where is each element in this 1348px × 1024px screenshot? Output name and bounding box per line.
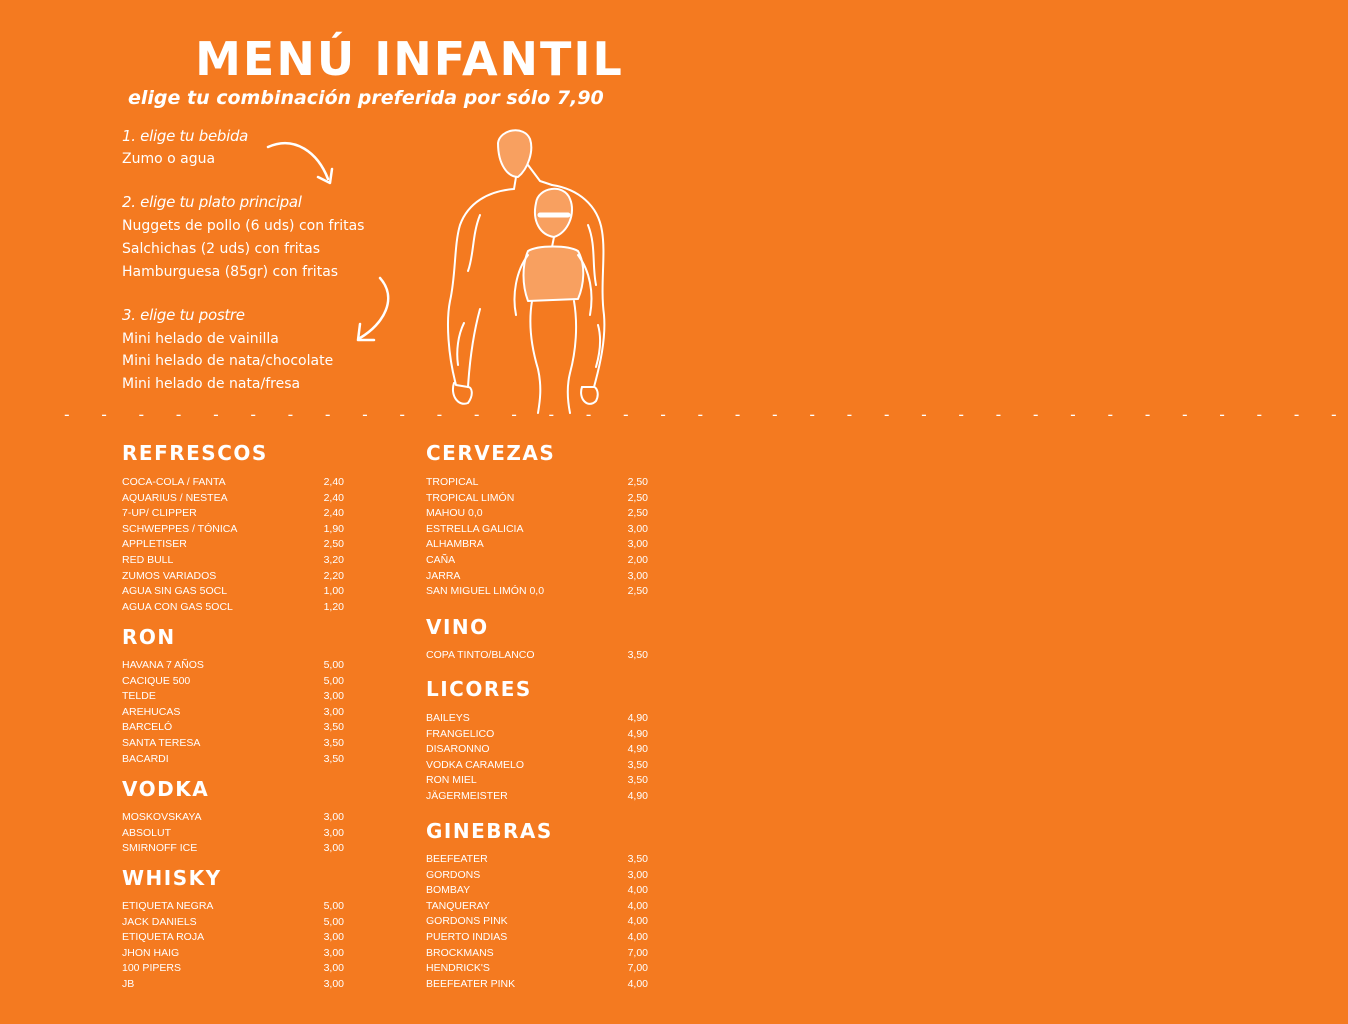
item-name: ETIQUETA ROJA <box>122 931 205 944</box>
item-price: 4,00 <box>627 977 648 990</box>
menu-row <box>426 727 648 743</box>
section-title-whisky: WHISKY <box>122 866 222 890</box>
menu-row <box>122 961 344 977</box>
section-title-vino: VINO <box>426 615 489 639</box>
menu-title: MENÚ INFANTIL <box>195 32 624 86</box>
menu-row <box>426 648 648 664</box>
item-name: TANQUERAY <box>426 899 490 912</box>
menu-row <box>122 569 344 585</box>
item-name: MOSKOVSKAYA <box>122 811 202 823</box>
step-dessert-label: 3. elige tu postre <box>122 306 245 324</box>
item-name: COCA-COLA / FANTA <box>122 476 226 488</box>
item-price: 3,50 <box>323 737 344 749</box>
item-price: 4,00 <box>627 915 648 928</box>
menu-row <box>122 537 344 553</box>
item-name: JB <box>122 978 135 990</box>
menu-row <box>122 658 344 674</box>
item-name: VODKA CARAMELO <box>426 758 525 771</box>
arrow-doodle-icon <box>350 272 410 352</box>
menu-row <box>122 930 344 946</box>
item-price: 5,00 <box>323 674 344 687</box>
item-price: 5,00 <box>323 900 344 912</box>
item-price: 2,50 <box>627 491 648 504</box>
menu-row <box>122 689 344 705</box>
item-price: 3,00 <box>323 842 344 855</box>
item-name: RON MIEL <box>426 774 477 787</box>
item-price: 3,00 <box>323 931 344 944</box>
menu-row <box>426 742 648 758</box>
item-price: 1,00 <box>323 585 344 598</box>
item-price: 2,40 <box>323 491 344 504</box>
item-price: 3,00 <box>323 962 344 975</box>
item-price: 2,50 <box>627 585 648 598</box>
item-name: ABSOLUT <box>122 826 172 839</box>
item-name: AQUARIUS / NESTEA <box>122 491 228 504</box>
item-price: 3,20 <box>323 554 344 566</box>
arrow-doodle-icon <box>260 135 340 195</box>
item-name: APPLETISER <box>122 538 187 551</box>
dessert-option: Mini helado de vainilla <box>122 331 279 347</box>
item-price: 3,50 <box>323 752 344 765</box>
item-price: 3,50 <box>323 721 344 734</box>
menu-row <box>426 899 648 915</box>
item-name: BOMBAY <box>426 884 471 897</box>
menu-row <box>426 758 648 774</box>
item-name: COPA TINTO/BLANCO <box>426 649 535 661</box>
superhero-illustration <box>428 125 628 415</box>
item-price: 4,00 <box>627 931 648 943</box>
item-name: GORDONS <box>426 868 481 881</box>
menu-row <box>122 475 344 491</box>
item-name: TELDE <box>122 690 156 703</box>
section-title-ron: RON <box>122 625 176 649</box>
item-price: 2,50 <box>627 476 648 488</box>
dessert-option: Mini helado de nata/fresa <box>122 376 301 392</box>
item-price: 3,50 <box>627 649 648 661</box>
item-name: SCHWEPPES / TÓNICA <box>122 522 238 535</box>
menu-row <box>426 868 648 884</box>
item-price: 4,90 <box>627 743 648 756</box>
menu-row <box>122 752 344 768</box>
menu-row <box>122 946 344 962</box>
menu-row <box>122 600 344 616</box>
item-price: 3,00 <box>323 690 344 703</box>
item-price: 3,00 <box>323 826 344 839</box>
menu-row <box>426 522 648 538</box>
item-name: MAHOU 0,0 <box>426 507 483 520</box>
item-price: 3,00 <box>323 946 344 959</box>
item-name: GORDONS PINK <box>426 915 508 928</box>
item-price: 7,00 <box>627 946 648 959</box>
menu-row <box>426 569 648 585</box>
item-price: 3,00 <box>323 978 344 990</box>
item-name: JACK DANIELS <box>122 915 197 928</box>
item-price: 4,00 <box>627 884 648 897</box>
item-price: 2,40 <box>323 507 344 520</box>
menu-row <box>426 584 648 600</box>
main-option: Nuggets de pollo (6 uds) con fritas <box>122 218 365 234</box>
dessert-option: Mini helado de nata/chocolate <box>122 353 334 369</box>
menu-row <box>426 553 648 569</box>
menu-subtitle-text: elige tu combinación preferida por sólo 7,90 <box>128 87 604 109</box>
menu-row <box>426 852 648 868</box>
item-name: BAILEYS <box>426 712 470 724</box>
item-price: 3,00 <box>323 811 344 823</box>
item-name: HAVANA 7 AÑOS <box>122 659 204 671</box>
item-name: BROCKMANS <box>426 946 494 959</box>
menu-row <box>122 841 344 857</box>
item-price: 7,00 <box>627 962 648 975</box>
menu-row <box>122 553 344 569</box>
section-title-licores: LICORES <box>426 677 532 701</box>
item-name: BEEFEATER PINK <box>426 977 516 990</box>
item-price: 5,00 <box>323 915 344 928</box>
menu-row <box>426 930 648 946</box>
menu-row <box>426 914 648 930</box>
item-name: SMIRNOFF ICE <box>122 842 198 855</box>
item-price: 3,50 <box>627 758 648 771</box>
item-name: AGUA CON GAS 5OCL <box>122 600 233 613</box>
item-name: FRANGELICO <box>426 727 495 740</box>
item-name: BARCELÓ <box>122 721 173 734</box>
item-name: AREHUCAS <box>122 705 181 718</box>
section-title-refrescos: REFRESCOS <box>122 441 268 465</box>
item-name: CAÑA <box>426 554 456 566</box>
menu-row <box>122 522 344 538</box>
menu-row <box>426 506 648 522</box>
step-main-label: 2. elige tu plato principal <box>122 193 302 211</box>
menu-row <box>426 883 648 899</box>
item-name: JARRA <box>426 569 461 582</box>
item-price: 3,50 <box>627 774 648 787</box>
item-price: 4,90 <box>627 727 648 740</box>
item-name: BEEFEATER <box>426 853 488 865</box>
menu-row <box>426 773 648 789</box>
menu-row <box>122 720 344 736</box>
item-price: 3,00 <box>627 522 648 535</box>
menu-row <box>426 946 648 962</box>
item-price: 2,50 <box>627 507 648 520</box>
item-name: 7-UP/ CLIPPER <box>122 507 197 520</box>
item-price: 2,50 <box>323 538 344 551</box>
item-name: HENDRICK'S <box>426 962 490 975</box>
item-name: SAN MIGUEL LIMÓN 0,0 <box>426 585 545 598</box>
item-name: BACARDI <box>122 752 169 765</box>
menu-row <box>122 915 344 931</box>
item-price: 4,90 <box>627 790 648 802</box>
main-option: Salchichas (2 uds) con fritas <box>122 241 321 257</box>
menu-row <box>426 977 648 993</box>
item-price: 2,00 <box>627 554 648 566</box>
menu-row <box>426 711 648 727</box>
item-price: 3,00 <box>627 538 648 551</box>
item-price: 3,00 <box>627 569 648 582</box>
menu-row <box>122 826 344 842</box>
item-name: ZUMOS VARIADOS <box>122 569 217 582</box>
item-name: TROPICAL LIMÓN <box>426 491 515 504</box>
menu-row <box>122 705 344 721</box>
item-name: ALHAMBRA <box>426 538 484 551</box>
drink-option: Zumo o agua <box>122 151 216 167</box>
item-name: TROPICAL <box>426 476 479 488</box>
item-name: DISARONNO <box>426 743 490 756</box>
item-price: 1,90 <box>323 522 344 535</box>
menu-row <box>122 977 344 993</box>
menu-row <box>122 736 344 752</box>
item-name: JHON HAIG <box>122 946 180 959</box>
menu-row <box>426 961 648 977</box>
item-name: SANTA TERESA <box>122 737 201 749</box>
item-name: AGUA SIN GAS 5OCL <box>122 585 228 598</box>
item-price: 1,20 <box>323 600 344 613</box>
item-price: 5,00 <box>323 659 344 671</box>
item-price: 3,00 <box>323 705 344 718</box>
item-price: 4,90 <box>627 712 648 724</box>
menu-row <box>122 506 344 522</box>
item-name: ETIQUETA NEGRA <box>122 900 214 912</box>
menu-row <box>426 475 648 491</box>
section-divider: - - - - - - - - - - - - - - - - - - - - - - - - - - - - - - - - - - - <box>62 405 1348 424</box>
menu-row <box>122 674 344 690</box>
item-name: RED BULL <box>122 554 174 566</box>
item-price: 2,20 <box>323 569 344 582</box>
item-name: 100 PIPERS <box>122 962 181 975</box>
menu-row <box>426 537 648 553</box>
step-drink-label: 1. elige tu bebida <box>122 127 249 145</box>
menu-row <box>426 789 648 805</box>
menu-row <box>122 810 344 826</box>
section-title-vodka: VODKA <box>122 777 210 801</box>
item-name: CACIQUE 500 <box>122 674 191 687</box>
menu-row <box>122 491 344 507</box>
item-price: 3,00 <box>627 868 648 881</box>
section-title-ginebras: GINEBRAS <box>426 819 553 843</box>
item-name: ESTRELLA GALICIA <box>426 522 524 535</box>
menu-row <box>426 491 648 507</box>
item-price: 4,00 <box>627 899 648 912</box>
menu-row <box>122 584 344 600</box>
item-price: 2,40 <box>323 476 344 488</box>
section-title-cervezas: CERVEZAS <box>426 441 556 465</box>
item-price: 3,50 <box>627 853 648 865</box>
menu-row <box>122 899 344 915</box>
main-option: Hamburguesa (85gr) con fritas <box>122 264 339 280</box>
item-name: JÄGERMEISTER <box>426 790 508 802</box>
item-name: PUERTO INDIAS <box>426 931 508 943</box>
